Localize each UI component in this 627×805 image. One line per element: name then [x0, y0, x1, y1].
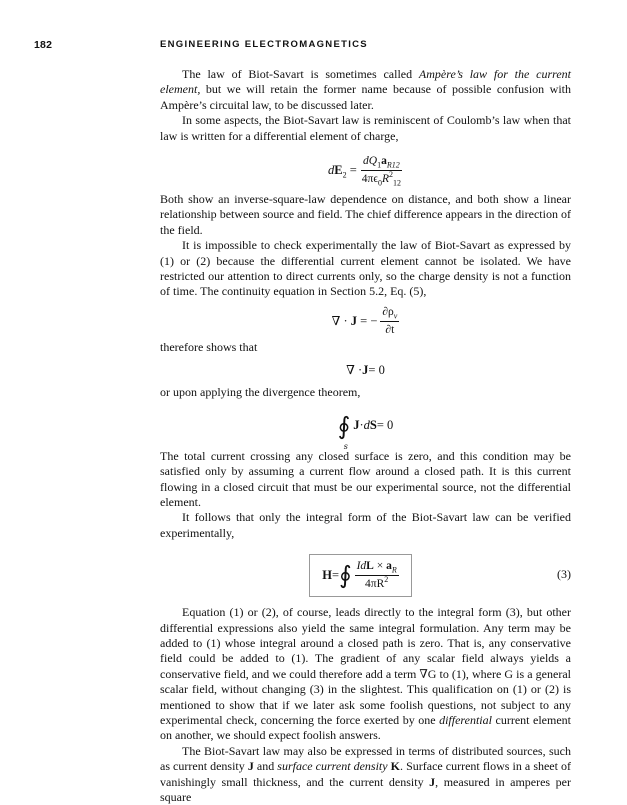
paragraph-9: [160, 605, 571, 744]
paragraph-1: [160, 67, 571, 113]
text-span: and: [253, 759, 278, 774]
text-span: but we will retain the former name because of possible confusion with Ampère’s circuital law, to be discussed later.: [160, 82, 571, 112]
paragraph-8: It follows that only the integral form of the Biot-Savart law can be verified experimentally,: [160, 510, 571, 540]
emphasis: surface current density: [277, 759, 388, 774]
text-span: The law of Biot-Savart is sometimes called: [182, 67, 419, 81]
paragraph-2: In some aspects, the Biot-Savart law is reminiscent of Coulomb’s law when that law is written for a differential element of charge,: [160, 113, 571, 143]
contour-integral-symbol: ∮ s: [337, 411, 351, 451]
equation-coulomb: [160, 148, 571, 192]
text-span: current element on another, we should expect foolish answers.: [160, 712, 571, 743]
page-number: 182: [34, 39, 53, 51]
equation-fraction: $\frac{dQ_1a_{R12}}{4\pi\epsilon_0R^2_{12}}$: [361, 154, 402, 187]
text-span: The Biot-Savart law may also be expressed in terms of distributed sources, such as current density: [160, 743, 571, 774]
boxed-equation: H = ∮ $\frac{IdL \times a_R}{4\pi R^2}$: [309, 554, 411, 597]
paragraph-3: Both show an inverse-square-law dependence on distance, and both show a linear relationship between source and field. The chief difference appears in the direction of the field.: [160, 192, 571, 237]
text-span: . Surface current flows in a sheet of vanishingly small thickness, and the current density: [160, 759, 572, 789]
paragraph-7: The total current crossing any closed surface is zero, and this condition may be satisfied only by assuming a current flow around a closed path. It is this current flowing in a closed circuit that must be our experimental source, not the differential element.: [160, 448, 571, 509]
equation-continuity: ∇ · J = − $\frac{\partial\rho_v}{\partial t}$: [331, 306, 398, 337]
body-text: [160, 67, 571, 805]
equation-divergence: ∇ · J = 0: [346, 362, 385, 377]
equation-number: (3): [557, 567, 571, 582]
equation-closed-surface: ∮ s J · d S = 0: [337, 411, 394, 451]
text-span: , measured in amperes per square: [160, 774, 571, 804]
paragraph-5: therefore shows that: [160, 339, 258, 354]
paragraph-4: It is impossible to check experimentally the law of Biot-Savart as expressed by (1) or (2) because the differential current element cannot be isolated. We have restricted our attention to direct currents only, so the charge density is not a function of time. The continuity equation in Section 5.2, Eq. (5),: [160, 238, 571, 299]
bold-symbol: J: [429, 774, 436, 789]
text-span: Equation (1) or (2), of course, leads directly to the integral form (3), but other differential expressions also yield the same integral formulation. Any term may be added to (1) whose integral around a closed path is zero. That is, any conservative field could be added to (1). The gradient of any scalar field always yields a conservative field, and we could therefore add a term ∇G to (1), where G is a general scalar field, without changing (3) in the slightest. This qualification on (1) or (2) is mentioned to show that if we later ask some foolish questions, not subject to any experimental check, concerning the force exerted by one: [160, 605, 571, 727]
contour-integral-symbol: ∮: [339, 561, 352, 590]
equation-fraction: $\frac{\partial\rho_v}{\partial t}$: [382, 306, 398, 337]
paragraph-6: or upon applying the divergence theorem,: [160, 385, 361, 400]
equation-biot-savart: [160, 551, 571, 599]
emphasis: differential: [439, 712, 492, 727]
bold-symbol: J: [247, 759, 254, 774]
paragraph-10: [160, 744, 571, 805]
bold-symbol: K: [390, 759, 401, 774]
equation-fraction: $\frac{IdL \times a_R}{4\pi R^2}$: [356, 559, 397, 590]
equation-lhs: $dE_2$ =: [327, 162, 357, 180]
running-head: ENGINEERING ELECTROMAGNETICS: [160, 39, 368, 50]
emphasis: Ampère’s law for the current element,: [160, 67, 572, 97]
